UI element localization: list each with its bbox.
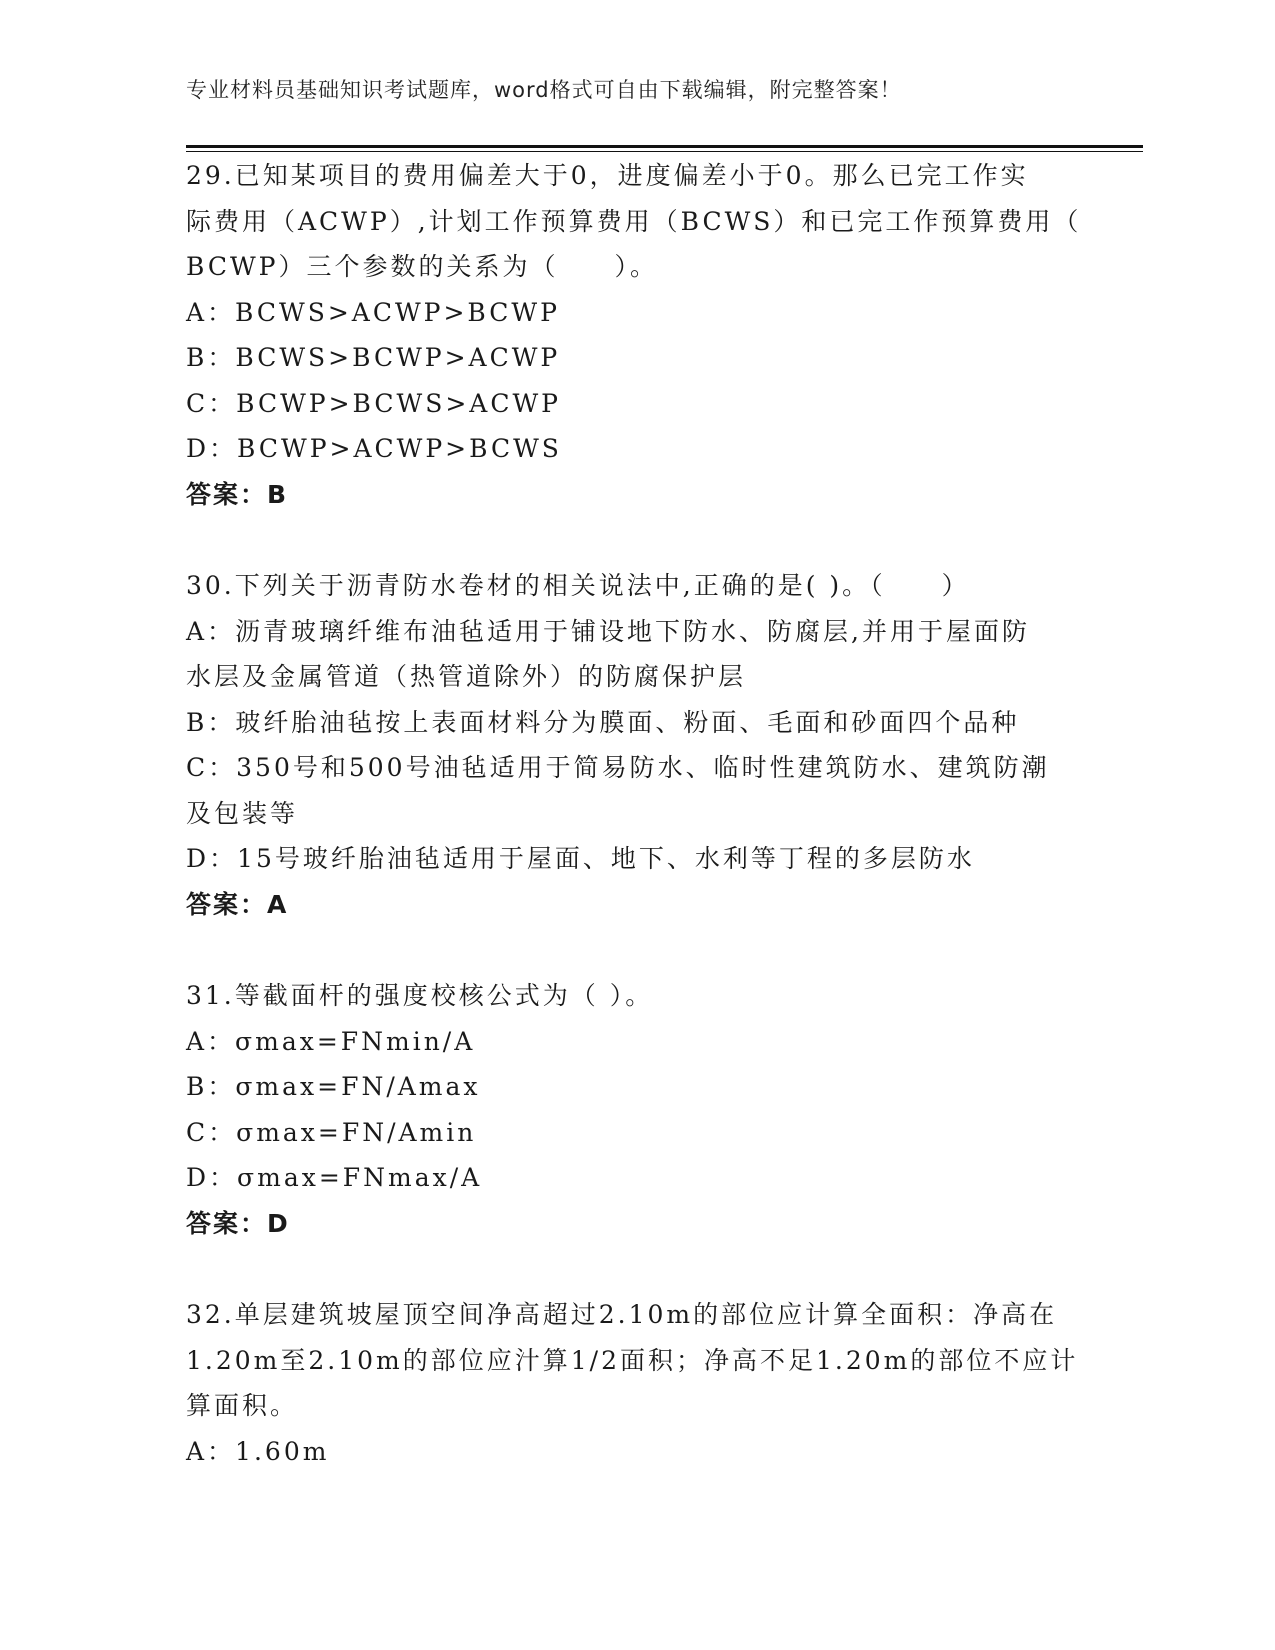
option-d: D：σmax=FNmax/A [186,1163,483,1192]
option-a: A：1.60m [186,1436,330,1466]
question-stem-line: 际费用（ACWP）,计划工作预算费用（BCWS）和已完工作预算费用（ [186,206,1082,236]
question-stem-line: 31.等截面杆的强度校核公式为（ ）。 [186,981,654,1010]
question-gap [186,1246,1086,1292]
question-stem-line: 算面积。 [186,1391,299,1420]
question-stem-line: 29.已知某项目的费用偏差大于0，进度偏差小于0。那么已完工作实 [186,161,1029,190]
option-a: A：σmax=FNmin/A [186,1026,476,1056]
option-c: C：350号和500号油毡适用于简易防水、临时性建筑防水、建筑防潮 [186,753,1050,782]
option-c: C：BCWP>BCWS>ACWP [186,388,561,418]
answer-line: 答案：B [186,479,289,509]
option-b: B：σmax=FN/Amax [186,1072,481,1101]
option-b: B：BCWS>BCWP>ACWP [186,343,561,372]
option-d: D：BCWP>ACWP>BCWS [186,434,562,463]
option-b: B：玻纤胎油毡按上表面材料分为膜面、粉面、毛面和砂面四个品种 [186,707,1020,737]
option-c-continued: 及包装等 [186,798,299,828]
option-c: C：σmax=FN/Amin [186,1117,477,1147]
option-a: A：沥青玻璃纤维布油毡适用于铺设地下防水、防腐层,并用于屋面防 [186,616,1031,646]
question-29 [186,153,1086,517]
question-30 [186,563,1086,927]
header-rule-thin [186,151,1143,152]
question-gap [186,927,1086,973]
question-list [186,153,1086,1474]
question-stem-line: 1.20m至2.10m的部位应汁算1/2面积；净高不足1.20m的部位不应计 [186,1345,1079,1375]
question-gap [186,517,1086,563]
question-stem-line: 32.单层建筑坡屋顶空间净高超过2.10m的部位应计算全面积：净高在 [186,1300,1058,1329]
answer-line: 答案：A [186,889,289,919]
question-stem-line: 30.下列关于沥青防水卷材的相关说法中,正确的是( )。（ ） [186,571,970,600]
option-a-continued: 水层及金属管道（热管道除外）的防腐保护层 [186,662,747,691]
option-a: A：BCWS>ACWP>BCWP [186,297,560,327]
question-32 [186,1292,1086,1474]
question-31 [186,973,1086,1246]
answer-line: 答案：D [186,1208,290,1238]
option-d: D：15号玻纤胎油毡适用于屋面、地下、水利等丁程的多层防水 [186,844,975,873]
question-stem-line: BCWP）三个参数的关系为（ ）。 [186,252,658,281]
header-rule-thick [186,145,1143,148]
page-header: 专业材料员基础知识考试题库，word格式可自由下载编辑，附完整答案！ [186,78,902,102]
